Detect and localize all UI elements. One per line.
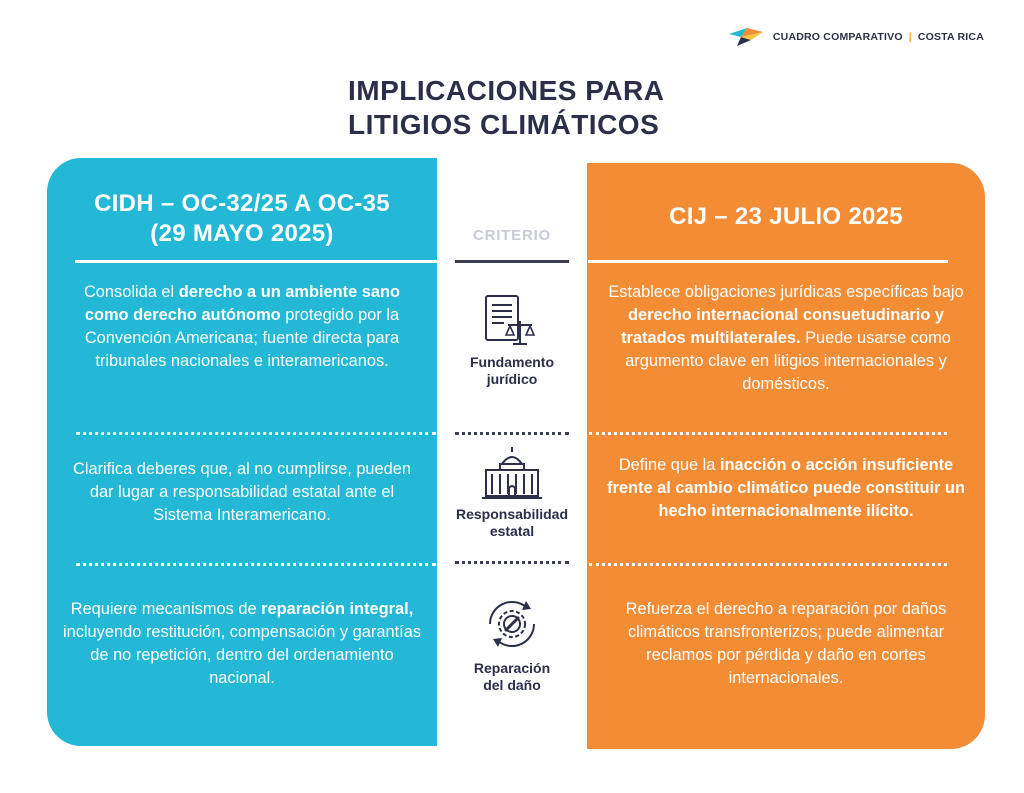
criterio-header: CRITERIO bbox=[472, 227, 552, 244]
criterio-label-line: Responsabilidad bbox=[455, 506, 569, 522]
page-title-line1: IMPLICACIONES PARA bbox=[348, 75, 665, 106]
cidh-row-reparacion bbox=[62, 598, 422, 690]
cidh-row-responsabilidad bbox=[62, 458, 422, 527]
brand-name: CUADRO COMPARATIVO bbox=[772, 31, 903, 43]
brand-logo-icon bbox=[727, 26, 765, 48]
body-text: Refuerza el derecho a reparación por daños climáticos transfronterizos; puede alimentar reclamos por pérdida y daño en cortes internacionales. bbox=[625, 600, 947, 687]
criterio-label-line: Reparación bbox=[473, 660, 551, 676]
brand-header bbox=[727, 26, 984, 48]
cij-header-rule bbox=[588, 260, 948, 263]
gear-wrench-repair-icon bbox=[482, 597, 542, 651]
row-divider bbox=[455, 561, 569, 564]
criterio-label-line: del daño bbox=[483, 677, 541, 693]
cij-row-fundamento bbox=[596, 281, 976, 396]
body-text: protegido por la Convención Americana; fuente directa para tribunales nacionales e interamericanos. bbox=[84, 306, 400, 370]
criterio-reparacion-del-dano bbox=[437, 660, 587, 694]
emphasis-text: derecho internacional consuetudinario y tratados multilaterales. bbox=[621, 306, 945, 347]
body-text: Requiere mecanismos de bbox=[70, 600, 262, 618]
row-divider bbox=[589, 563, 947, 566]
cij-row-reparacion bbox=[596, 598, 976, 690]
body-text: incluyendo restitución, compensación y garantías de no repetición, dentro del ordenamiento nacional. bbox=[62, 623, 422, 687]
page-title-line2: LITIGIOS CLIMÁTICOS bbox=[348, 109, 660, 140]
criterio-label-line: estatal bbox=[489, 523, 535, 539]
body-text: Clarifica deberes que, al no cumplirse, pueden dar lugar a responsabilidad estatal ante el Sistema Interamericano. bbox=[72, 460, 412, 524]
brand-country: COSTA RICA bbox=[917, 31, 984, 43]
page-title bbox=[348, 74, 748, 142]
criterio-responsabilidad-estatal bbox=[437, 506, 587, 540]
row-divider bbox=[589, 432, 947, 435]
brand-separator: | bbox=[908, 31, 912, 43]
cij-row-responsabilidad bbox=[596, 454, 976, 523]
row-divider bbox=[455, 432, 569, 435]
criterio-label-line: Fundamento bbox=[470, 354, 554, 370]
body-text: Puede usarse como argumento clave en litigios internacionales y domésticos. bbox=[625, 329, 951, 393]
row-divider bbox=[76, 432, 436, 435]
body-text: Define que la bbox=[618, 456, 720, 474]
emphasis-text: reparación integral, bbox=[261, 600, 414, 618]
criterio-fundamento-juridico bbox=[437, 354, 587, 388]
emphasis-text: derecho a un ambiente sano como derecho autónomo bbox=[84, 283, 401, 324]
row-divider bbox=[76, 563, 436, 566]
emphasis-text: inacción o acción insuficiente frente al cambio climático puede constituir un hecho internacionalmente ilícito. bbox=[607, 456, 965, 520]
cidh-title bbox=[47, 189, 437, 249]
cidh-title-line2: (29 MAYO 2025) bbox=[150, 220, 334, 247]
capitol-building-icon bbox=[480, 446, 544, 502]
cij-title: CIJ – 23 JULIO 2025 bbox=[669, 203, 903, 230]
cidh-row-fundamento bbox=[62, 281, 422, 373]
criterio-header-rule bbox=[455, 260, 569, 263]
criterio-label-line: jurídico bbox=[486, 371, 538, 387]
legal-document-scales-icon bbox=[480, 293, 546, 351]
body-text: Consolida el bbox=[83, 283, 179, 301]
body-text: Establece obligaciones jurídicas específicas bajo bbox=[608, 283, 964, 301]
cidh-title-line1: CIDH – OC-32/25 A OC-35 bbox=[94, 190, 390, 217]
cidh-header-rule bbox=[75, 260, 437, 263]
